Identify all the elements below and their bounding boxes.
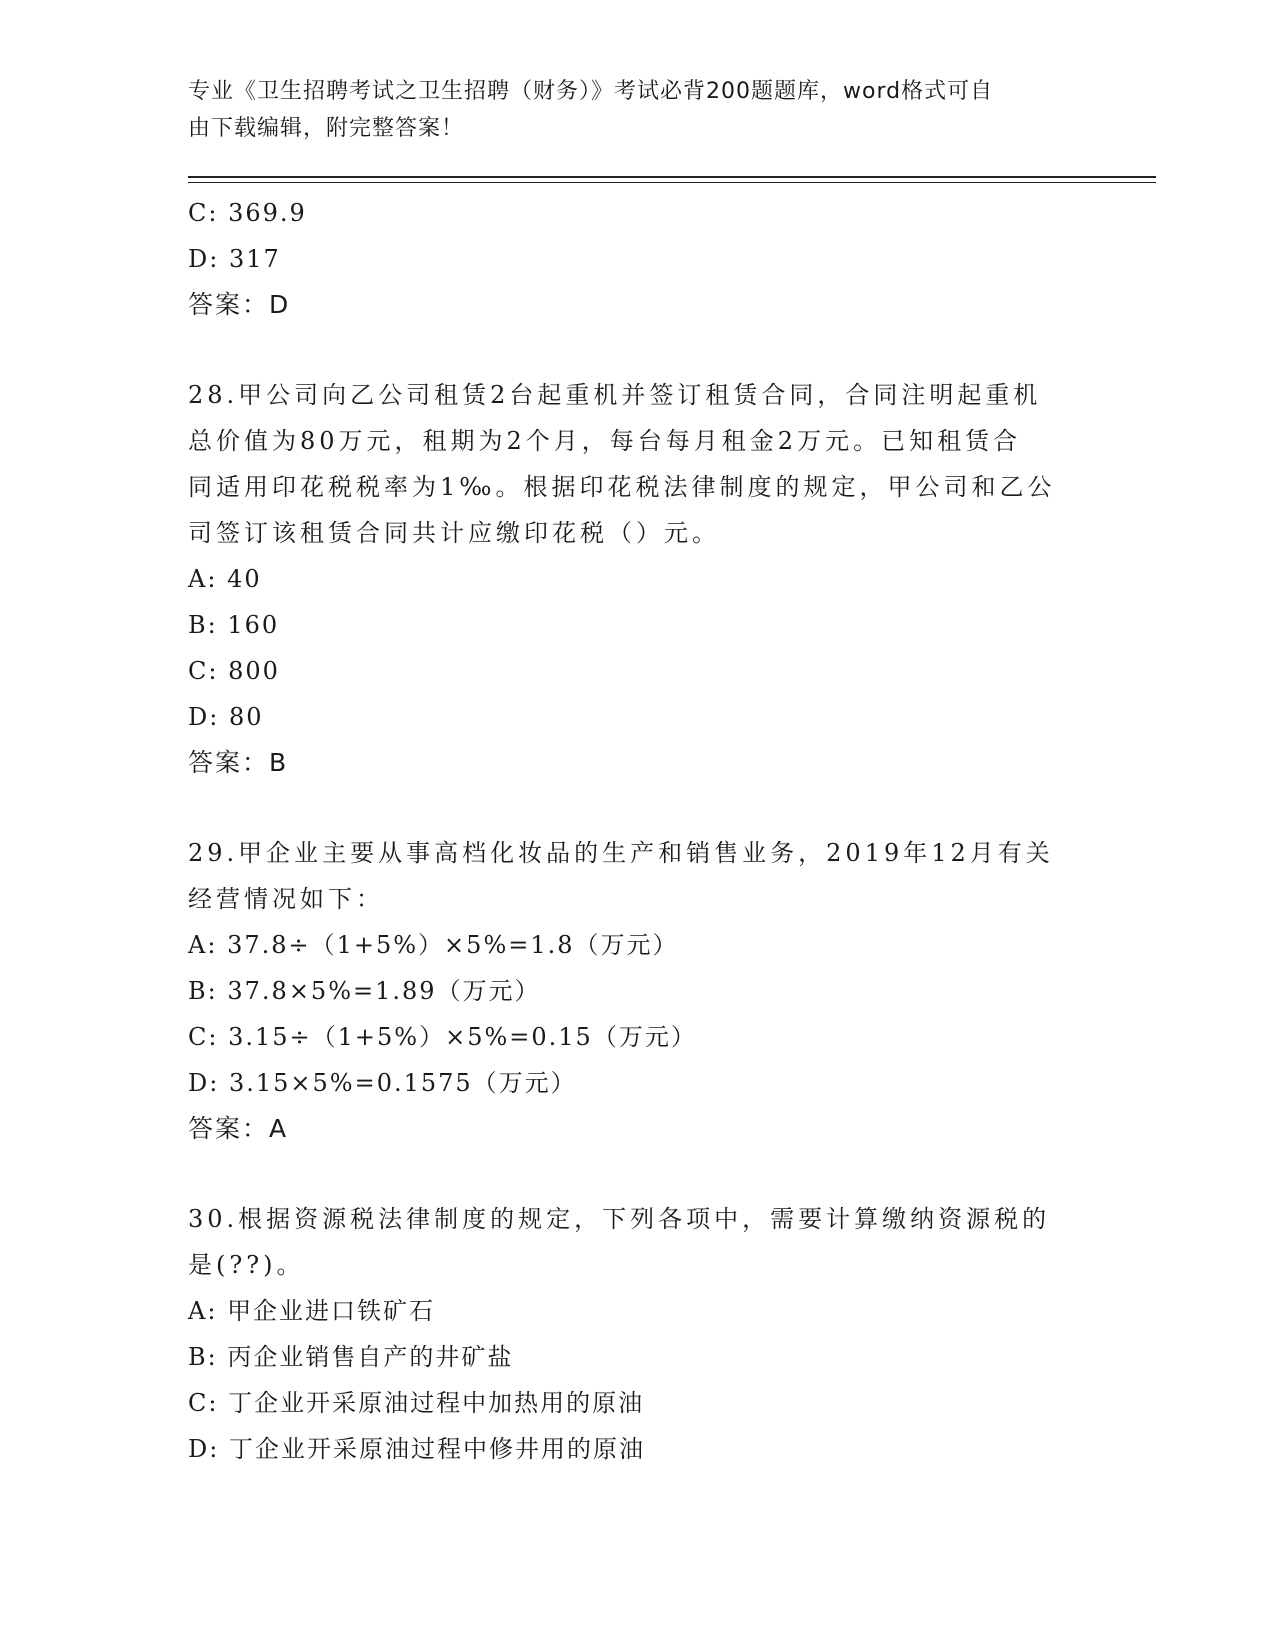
option-text: 369.9 — [228, 199, 307, 227]
header-line-2: 由下载编辑，附完整答案！ — [188, 116, 465, 141]
answer-line: 答案：B — [188, 748, 289, 777]
option-text: 甲企业进口铁矿石 — [227, 1297, 436, 1325]
option-label: C: — [188, 199, 219, 227]
question-text-line: 29.甲企业主要从事高档化妆品的生产和销售业务，2019年12月有关 — [188, 839, 1054, 867]
document-body — [188, 190, 1078, 1472]
option-d — [188, 694, 1078, 740]
option-c — [188, 1380, 1078, 1426]
option-d — [188, 1060, 1078, 1106]
question-30 — [188, 1196, 1078, 1472]
page-header — [188, 73, 1068, 147]
option-label: B: — [188, 611, 218, 639]
option-b — [188, 968, 1078, 1014]
option-text: 3.15÷（1+5%）×5%=0.15（万元） — [228, 1023, 697, 1051]
option-b — [188, 1334, 1078, 1380]
option-text: 40 — [227, 565, 262, 593]
question-text-line: 经营情况如下： — [188, 885, 384, 913]
header-rule-thick — [188, 176, 1156, 178]
question-text-line: 是(??)。 — [188, 1251, 305, 1279]
option-label: A: — [188, 931, 218, 959]
option-label: A: — [188, 565, 218, 593]
option-label: C: — [188, 657, 219, 685]
option-text: 37.8×5%=1.89（万元） — [227, 977, 541, 1005]
spacer — [188, 1152, 1078, 1196]
option-a — [188, 922, 1078, 968]
option-text: 317 — [228, 245, 281, 273]
question-28 — [188, 372, 1078, 786]
option-label: C: — [188, 1023, 219, 1051]
option-text: 37.8÷（1+5%）×5%=1.8（万元） — [227, 931, 679, 959]
prev-question — [188, 190, 1078, 328]
option-a — [188, 1288, 1078, 1334]
spacer — [188, 328, 1078, 372]
option-text: 160 — [227, 611, 280, 639]
option-c — [188, 648, 1078, 694]
option-text: 80 — [228, 703, 264, 731]
option-text: 丁企业开采原油过程中加热用的原油 — [228, 1389, 645, 1417]
question-text-line: 28.甲公司向乙公司租赁2台起重机并签订租赁合同，合同注明起重机 — [188, 381, 1042, 409]
header-line-1: 专业《卫生招聘考试之卫生招聘（财务）》考试必背200题题库，word格式可自 — [188, 79, 994, 104]
option-c — [188, 190, 1078, 236]
option-a — [188, 556, 1078, 602]
question-text-line: 30.根据资源税法律制度的规定，下列各项中，需要计算缴纳资源税的 — [188, 1205, 1051, 1233]
question-text-line: 司签订该租赁合同共计应缴印花税（）元。 — [188, 519, 720, 547]
option-d — [188, 236, 1078, 282]
option-label: D: — [188, 1069, 220, 1097]
option-text: 丙企业销售自产的井矿盐 — [227, 1343, 514, 1371]
option-c — [188, 1014, 1078, 1060]
spacer — [188, 786, 1078, 830]
option-label: D: — [188, 703, 220, 731]
option-label: D: — [188, 245, 220, 273]
option-label: C: — [188, 1389, 219, 1417]
option-text: 3.15×5%=0.1575（万元） — [228, 1069, 577, 1097]
option-label: B: — [188, 977, 218, 1005]
answer-line: 答案：D — [188, 290, 291, 319]
option-label: D: — [188, 1435, 220, 1463]
question-text-line: 总价值为80万元，租期为2个月，每台每月租金2万元。已知租赁合 — [188, 427, 1022, 455]
answer-line: 答案：A — [188, 1114, 289, 1143]
option-b — [188, 602, 1078, 648]
option-text: 800 — [228, 657, 280, 685]
question-29 — [188, 830, 1078, 1152]
option-text: 丁企业开采原油过程中修井用的原油 — [228, 1435, 645, 1463]
option-label: B: — [188, 1343, 218, 1371]
option-d — [188, 1426, 1078, 1472]
question-text-line: 同适用印花税税率为1‰。根据印花税法律制度的规定，甲公司和乙公 — [188, 473, 1056, 501]
option-label: A: — [188, 1297, 218, 1325]
header-rule-thin — [188, 182, 1156, 183]
